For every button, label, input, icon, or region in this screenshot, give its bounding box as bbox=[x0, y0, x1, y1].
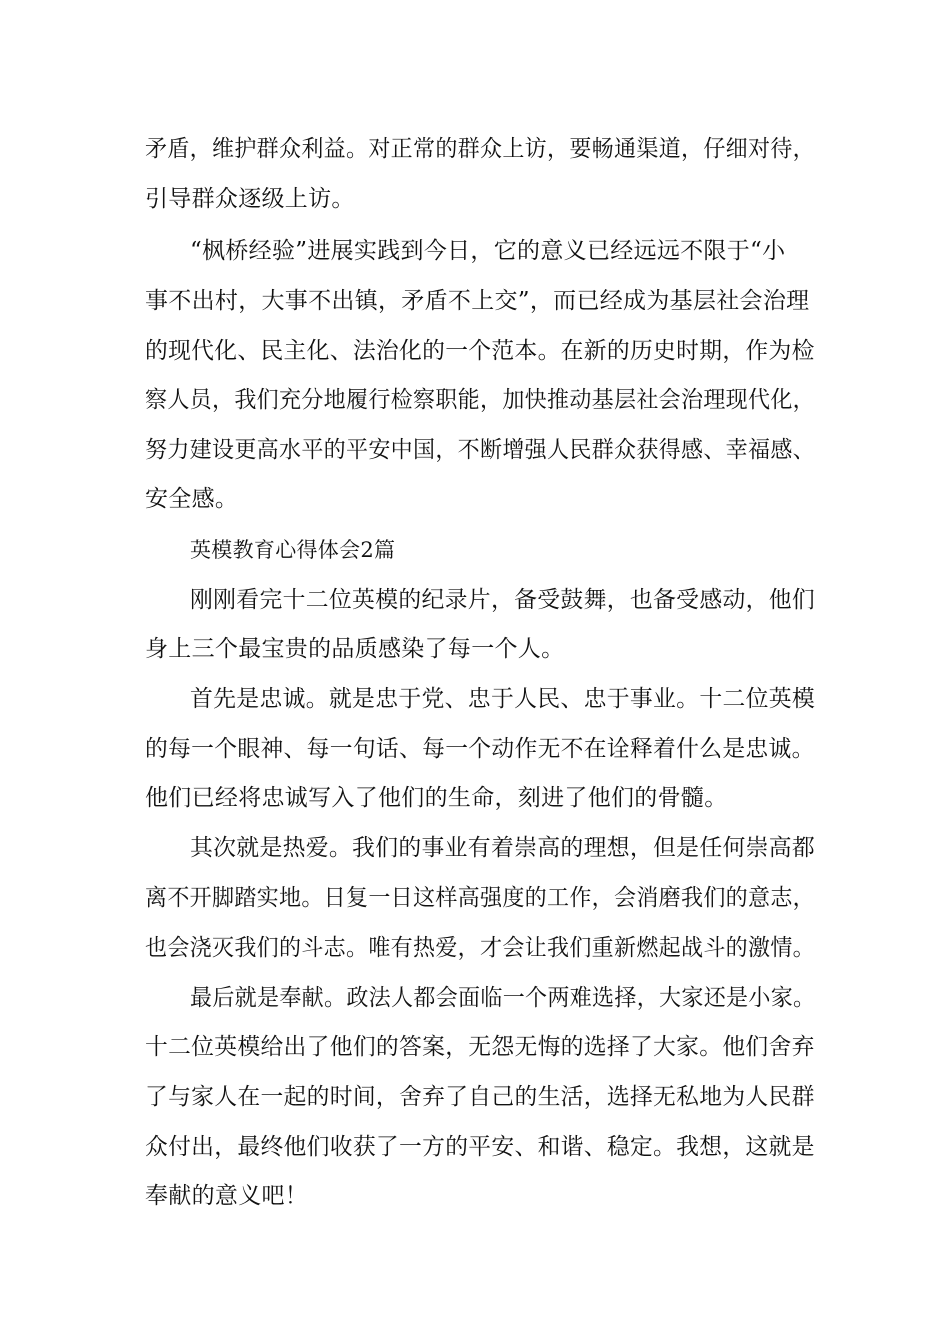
paragraph-line: 他们已经将忠诚写入了他们的生命，刻进了他们的骨髓。 bbox=[145, 785, 728, 811]
paragraph-line: 的现代化、民主化、法治化的一个范本。在新的历史时期，作为检 bbox=[145, 338, 815, 364]
paragraph-line: 首先是忠诚。就是忠于党、忠于人民、忠于事业。十二位英模 bbox=[190, 686, 816, 712]
paragraph-line: 的每一个眼神、每一句话、每一个动作无不在诠释着什么是忠诚。 bbox=[145, 736, 815, 762]
paragraph-line: 安全感。 bbox=[145, 486, 239, 512]
paragraph-line: 也会浇灭我们的斗志。唯有热爱，才会让我们重新燃起战斗的激情。 bbox=[145, 935, 815, 961]
paragraph-line: 众付出，最终他们收获了一方的平安、和谐、稳定。我想，这就是 bbox=[145, 1134, 815, 1160]
paragraph-line: 努力建设更高水平的平安中国，不断增强人民群众获得感、幸福感、 bbox=[145, 437, 815, 463]
paragraph-line: 刚刚看完十二位英模的纪录片，备受鼓舞，也备受感动，他们 bbox=[190, 587, 816, 613]
paragraph-line: 十二位英模给出了他们的答案，无怨无悔的选择了大家。他们舍弃 bbox=[145, 1034, 815, 1060]
paragraph-line: 引导群众逐级上访。 bbox=[145, 186, 355, 212]
paragraph-line: 察人员，我们充分地履行检察职能，加快推动基层社会治理现代化， bbox=[145, 387, 815, 413]
paragraph-line: 奉献的意义吧！ bbox=[145, 1183, 309, 1209]
paragraph-line: “枫桥经验”进展实践到今日，它的意义已经远远不限于“小 bbox=[190, 238, 786, 264]
paragraph-line: 离不开脚踏实地。日复一日这样高强度的工作，会消磨我们的意志， bbox=[145, 885, 815, 911]
paragraph-line: 身上三个最宝贵的品质感染了每一个人。 bbox=[145, 636, 565, 662]
paragraph-line: 其次就是热爱。我们的事业有着崇高的理想，但是任何崇高都 bbox=[190, 835, 816, 861]
paragraph-line: 事不出村，大事不出镇，矛盾不上交”，而已经成为基层社会治理 bbox=[145, 288, 810, 314]
paragraph-line: 了与家人在一起的时间，舍弃了自己的生活，选择无私地为人民群 bbox=[145, 1084, 815, 1110]
paragraph-line: 矛盾，维护群众利益。对正常的群众上访，要畅通渠道，仔细对待， bbox=[145, 136, 815, 162]
paragraph-line: 最后就是奉献。政法人都会面临一个两难选择，大家还是小家。 bbox=[190, 985, 816, 1011]
section-heading: 英模教育心得体会2篇 bbox=[190, 538, 396, 562]
